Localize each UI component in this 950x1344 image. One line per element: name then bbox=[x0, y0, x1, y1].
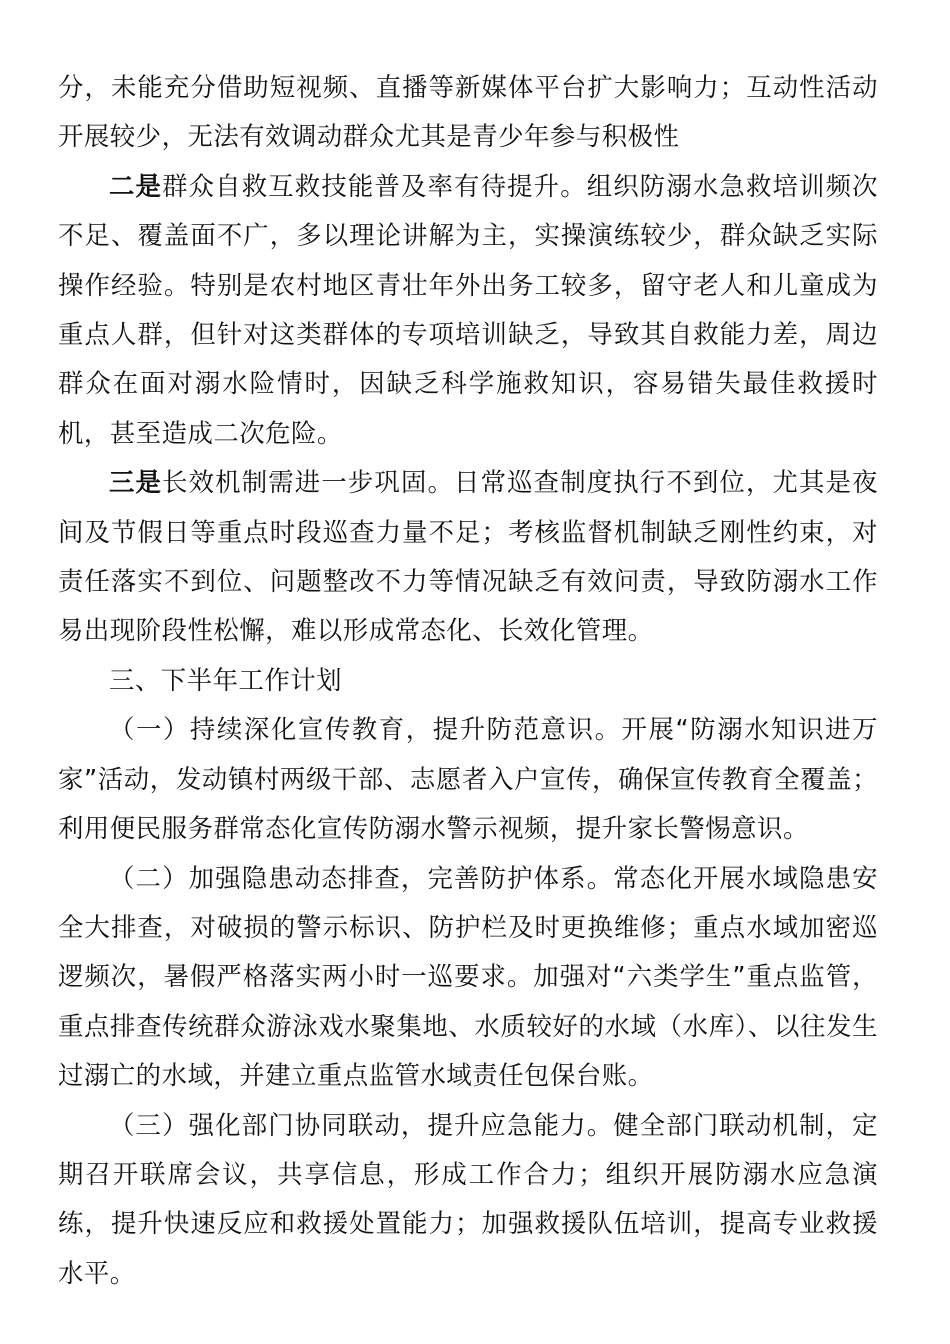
plan-item-one: （一）持续深化宣传教育，提升防范意识。开展“防溺水知识进万家”活动，发动镇村两级干部、志愿者入户宣传，确保宣传教育全覆盖；利用便民服务群常态化宣传防溺水警示视频，提升家长警惕意识。 bbox=[58, 714, 878, 844]
section-heading: 三、下半年工作计划 bbox=[109, 664, 343, 695]
paragraph-point-three bbox=[58, 458, 878, 656]
paragraph-body: 长效机制需进一步巩固。日常巡查制度执行不到位，尤其是夜间及节假日等重点时段巡查力量不足；考核监督机制缺乏刚性约束，对责任落实不到位、问题整改不力等情况缺乏有效问责，导致防溺水工作易出现阶段性松懈，难以形成常态化、长效化管理。 bbox=[58, 467, 879, 646]
plan-item-three: （三）强化部门协同联动，提升应急能力。健全部门联动机制，定期召开联席会议，共享信息，形成工作合力；组织开展防溺水应急演练，提升快速反应和救援处置能力；加强救援队伍培训，提高专业救援水平。 bbox=[58, 1109, 878, 1288]
paragraph-point-two bbox=[58, 162, 878, 458]
paragraph-lead: 三是 bbox=[109, 467, 163, 498]
paragraph-continued: 分，未能充分借助短视频、直播等新媒体平台扩大影响力；互动性活动开展较少，无法有效调动群众尤其是青少年参与积极性 bbox=[58, 72, 878, 152]
plan-item-two: （二）加强隐患动态排查，完善防护体系。常态化开展水域隐患安全大排查，对破损的警示标识、防护栏及时更换维修；重点水域加密巡逻频次，暑假严格落实两小时一巡要求。加强对“六类学生”重点监管，重点排查传统群众游泳戏水聚集地、水质较好的水域（水库）、以往发生过溺亡的水域，并建立重点监管水域责任包保台账。 bbox=[58, 862, 878, 1091]
paragraph-body: 群众自救互救技能普及率有待提升。组织防溺水急救培训频次不足、覆盖面不广，多以理论讲解为主，实操演练较少，群众缺乏实际操作经验。特别是农村地区青壮年外出务工较多，留守老人和儿童成为重点人群，但针对这类群体的专项培训缺乏，导致其自救能力差，周边群众在面对溺水险情时，因缺乏科学施救知识，容易错失最佳救援时机，甚至造成二次危险。 bbox=[58, 170, 879, 448]
paragraph-lead: 二是 bbox=[109, 170, 163, 201]
document-page bbox=[58, 63, 878, 1298]
